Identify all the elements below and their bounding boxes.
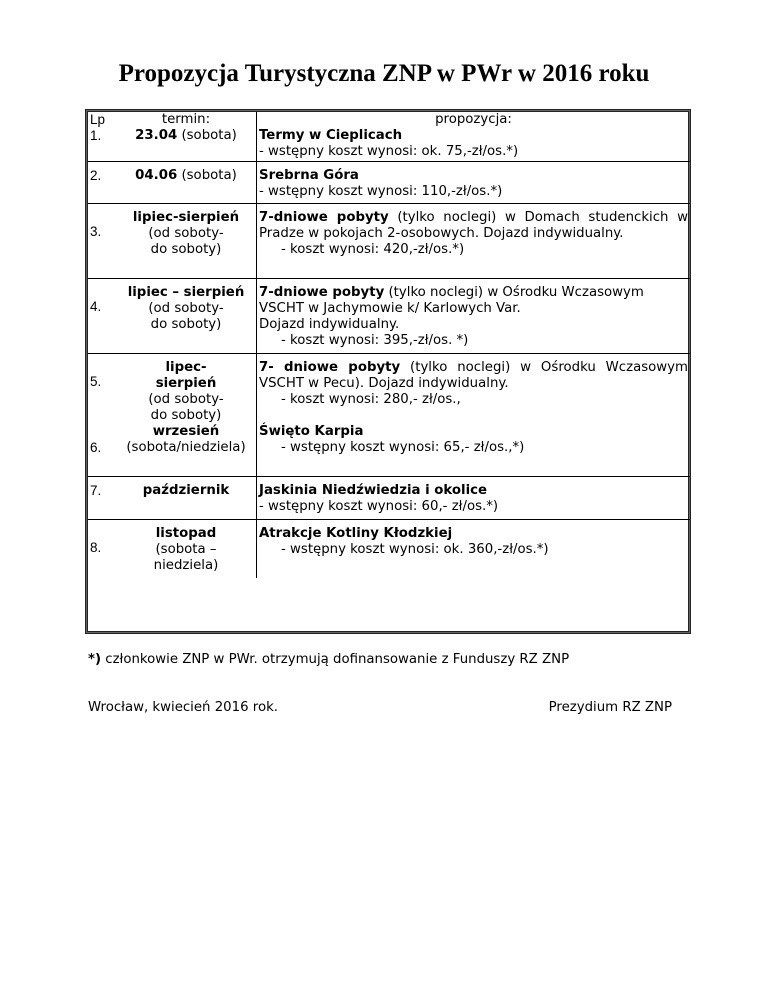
table-row — [88, 279, 690, 354]
lp-number: 4. — [90, 299, 102, 314]
lp-cell — [88, 204, 116, 279]
proposal-title: Święto Karpia — [259, 424, 364, 439]
proposal-cell — [257, 279, 691, 354]
proposal-title: Termy w Cieplicach — [259, 128, 403, 143]
term-detail: (od soboty- — [148, 392, 224, 407]
proposal-table — [88, 112, 690, 578]
proposal-text: (tylko noclegi) w Ośrodku Wczasowym VSCHT w Pecu). Dojazd indywidualny. — [259, 360, 688, 391]
proposal-cell — [257, 477, 691, 520]
term-cell — [116, 424, 257, 477]
proposal-cell — [257, 354, 691, 425]
lp-cell — [88, 162, 116, 204]
lp-number: 1. — [90, 128, 102, 143]
proposal-cost: - wstępny koszt wynosi: ok. 75,-zł/os.*) — [259, 144, 519, 159]
term-cell — [116, 477, 257, 520]
lp-cell — [88, 354, 116, 425]
table-row — [88, 520, 690, 579]
term-cell — [116, 112, 257, 162]
table-row — [88, 204, 690, 279]
proposal-cell — [257, 162, 691, 204]
page-title: Propozycja Turystyczna ZNP w PWr w 2016 roku — [118, 60, 650, 87]
proposal-description — [259, 285, 688, 317]
lp-number: 2. — [90, 168, 102, 183]
term-period: sierpień — [155, 376, 217, 391]
proposal-cost: - koszt wynosi: 395,-zł/os. *) — [281, 333, 469, 348]
proposal-title: 7-dniowe pobyty — [259, 210, 389, 225]
lp-number: 5. — [90, 374, 102, 389]
proposal-title: 7- dniowe pobyty — [259, 360, 401, 375]
proposal-title: Jaskinia Niedźwiedzia i okolice — [259, 483, 488, 498]
lp-cell — [88, 424, 116, 477]
proposal-cell — [257, 424, 691, 477]
term-detail: do soboty) — [150, 408, 222, 423]
term-period: wrzesień — [152, 424, 220, 439]
term-date: 23.04 — [135, 128, 178, 143]
proposal-cost: - koszt wynosi: 420,-zł/os.*) — [281, 242, 465, 257]
proposal-text: Dojazd indywidualny. — [259, 317, 400, 332]
proposal-title: Srebrna Góra — [259, 168, 359, 183]
table-row — [88, 162, 690, 204]
proposal-cell — [257, 520, 691, 579]
term-detail: (od soboty- — [148, 226, 224, 241]
term-date: 04.06 — [135, 168, 178, 183]
proposal-text: (tylko noclegi) w Domach studenckich w Pradze w pokojach 2-osobowych. Dojazd indywidualny. — [259, 210, 688, 241]
lp-cell — [88, 520, 116, 579]
proposal-cost: - wstępny koszt wynosi: 65,- zł/os.,*) — [281, 440, 525, 455]
table-row — [88, 354, 690, 425]
signature: Prezydium RZ ZNP — [548, 700, 672, 715]
term-detail: (sobota/niedziela) — [126, 440, 246, 455]
proposal-cell — [257, 204, 691, 279]
table-row — [88, 477, 690, 520]
term-period: lipec- — [165, 360, 207, 375]
place-date: Wrocław, kwiecień 2016 rok. — [88, 700, 279, 715]
proposal-cost: - wstępny koszt wynosi: 110,-zł/os.*) — [259, 184, 503, 199]
lp-cell — [88, 477, 116, 520]
term-cell — [116, 162, 257, 204]
term-cell — [116, 520, 257, 579]
proposal-title: Atrakcje Kotliny Kłodzkiej — [259, 526, 453, 541]
term-period: październik — [142, 483, 230, 498]
term-cell — [116, 204, 257, 279]
lp-number: 3. — [90, 224, 102, 239]
term-cell — [116, 354, 257, 425]
term-detail: (od soboty- — [148, 301, 224, 316]
proposal-cost: - wstępny koszt wynosi: ok. 360,-zł/os.*) — [281, 542, 549, 557]
lp-number: 8. — [90, 540, 102, 555]
term-period: lipiec-sierpień — [132, 210, 240, 225]
proposal-title: 7-dniowe pobyty — [259, 285, 385, 300]
term-day: (sobota) — [177, 168, 237, 183]
proposal-cell — [257, 112, 691, 162]
proposal-cost: - koszt wynosi: 280,- zł/os., — [281, 392, 461, 407]
term-cell — [116, 279, 257, 354]
term-detail: do soboty) — [150, 317, 222, 332]
proposal-cost: - wstępny koszt wynosi: 60,- zł/os.*) — [259, 499, 499, 514]
term-detail: do soboty) — [150, 242, 222, 257]
proposal-description — [259, 210, 688, 242]
term-detail: (sobota – — [155, 542, 217, 557]
footnote-text: członkowie ZNP w PWr. otrzymują dofinansowanie z Funduszy RZ ZNP — [101, 652, 570, 667]
footnote-mark: *) — [88, 652, 102, 667]
term-detail: niedziela) — [153, 558, 219, 573]
table-row — [88, 112, 690, 162]
proposal-text: (tylko noclegi) w Ośrodku Wczasowym VSCHT w Jachymowie k/ Karlowych Var. — [259, 285, 644, 316]
term-header: termin: — [161, 112, 211, 127]
lp-header: Lp — [90, 112, 106, 127]
lp-number: 6. — [90, 440, 102, 455]
table-row — [88, 424, 690, 477]
term-period: listopad — [155, 526, 217, 541]
lp-number: 7. — [90, 483, 102, 498]
proposal-description — [259, 360, 688, 392]
proposal-header: propozycja: — [435, 112, 512, 127]
lp-cell — [88, 112, 116, 162]
term-period: lipiec – sierpień — [127, 285, 245, 300]
footnote — [88, 652, 569, 667]
term-day: (sobota) — [177, 128, 237, 143]
lp-cell — [88, 279, 116, 354]
